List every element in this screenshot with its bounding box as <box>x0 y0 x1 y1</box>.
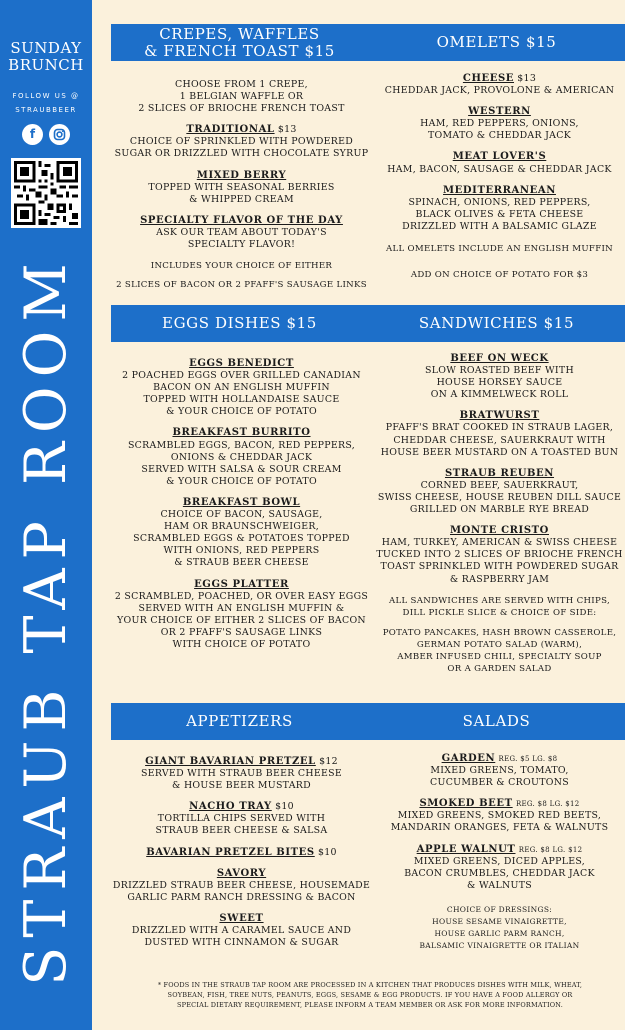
item-desc: SWISS CHEESE, HOUSE REUBEN DILL SAUCE <box>377 491 622 503</box>
item-desc: DUSTED WITH CINNAMON & SUGAR <box>144 937 339 949</box>
note-line: GERMAN POTATO SALAD (WARM), <box>416 639 583 650</box>
eggs-section <box>108 358 375 660</box>
dressing-line: HOUSE GARLIC PARM RANCH, <box>434 928 565 938</box>
sandwiches-note-options <box>374 627 625 675</box>
item-desc: SPINACH, ONIONS, RED PEPPERS, <box>408 196 591 208</box>
note-line: ALL SANDWICHES ARE SERVED WITH CHIPS, <box>389 595 610 606</box>
item-name: STRAUB REUBEN <box>444 467 555 479</box>
item-desc: & RASPBERRY JAM <box>449 573 550 585</box>
item-name: EGGS BENEDICT <box>189 358 294 369</box>
item-desc: GARLIC PARM RANCH DRESSING & BACON <box>127 891 356 903</box>
menu-item-giant-pretzel <box>108 756 375 792</box>
social-icons <box>0 124 92 145</box>
footnote-line: * FOODS IN THE STRAUB TAP ROOM ARE PROCESSED IN A KITCHEN THAT PRODUCES DISHES WITH MILK, WHEAT, <box>157 981 583 989</box>
item-desc: MANDARIN ORANGES, FETA & WALNUTS <box>390 822 609 834</box>
crepes-heading <box>111 26 368 60</box>
item-desc: & YOUR CHOICE OF POTATO <box>166 406 317 418</box>
menu-item-benedict <box>108 358 375 418</box>
appetizers-section <box>108 756 375 958</box>
item-name: CHEESE <box>462 73 515 84</box>
item-desc: OR 2 PFAFF'S SAUSAGE LINKS <box>160 626 323 638</box>
omelets-heading: OMELETS $15 <box>436 33 557 51</box>
menu-item-bowl <box>108 497 375 570</box>
menu-item-apple-walnut <box>374 844 625 892</box>
item-desc: SERVED WITH SALSA & SOUR CREAM <box>141 463 342 475</box>
item-name: SWEET <box>219 912 264 924</box>
item-name: WESTERN <box>468 106 531 118</box>
intro-line: 2 SLICES OF BRIOCHE FRENCH TOAST <box>138 103 345 115</box>
menu-item-garden <box>374 753 625 789</box>
item-desc: SPECIALTY FLAVOR! <box>187 239 296 251</box>
menu-item-burrito <box>108 427 375 487</box>
item-name: NACHO TRAY <box>189 801 272 813</box>
menu-item-pretzel-bites <box>108 847 375 859</box>
item-desc: STRAUB BEER CHEESE & SALSA <box>155 825 328 837</box>
item-desc: CHOICE OF SPRINKLED WITH POWDERED <box>129 136 354 148</box>
item-desc: PFAFF'S BRAT COOKED IN STRAUB LAGER, <box>385 422 614 434</box>
item-desc: CHEDDAR JACK, PROVOLONE & AMERICAN <box>384 85 615 97</box>
item-price: $10 <box>275 801 294 813</box>
item-desc: & WHIPPED CREAM <box>189 193 294 205</box>
item-desc: DRIZZLED STRAUB BEER CHEESE, HOUSEMADE <box>112 879 371 891</box>
item-desc: CHEDDAR CHEESE, SAUERKRAUT WITH <box>393 434 606 446</box>
intro-line: CHOOSE FROM 1 CREPE, <box>175 79 308 90</box>
item-desc: TOAST SPRINKLED WITH POWDERED SUGAR <box>380 561 619 573</box>
item-desc: TUCKED INTO 2 SLICES OF BRIOCHE FRENCH <box>376 549 623 561</box>
menu-item-platter <box>108 579 375 652</box>
item-name: MEAT LOVER'S <box>452 151 547 163</box>
menu-item-bratwurst <box>374 410 625 458</box>
item-desc: DRIZZLED WITH A CARAMEL SAUCE AND <box>131 925 352 937</box>
band-appetizers-salads <box>111 703 625 740</box>
footnote-line: SPECIAL DIETARY REQUIREMENT, PLEASE INFORM A TEAM MEMBER OR ASK FOR MORE INFORMATION. <box>177 1001 563 1009</box>
instagram-icon[interactable] <box>49 124 70 145</box>
item-desc: HOUSE BEER MUSTARD ON A TOASTED BUN <box>380 446 619 458</box>
item-desc: SCRAMBLED EGGS & POTATOES TOPPED <box>133 533 350 545</box>
item-name: GARDEN <box>441 753 496 764</box>
eggs-heading: EGGS DISHES $15 <box>162 314 317 332</box>
crepes-intro <box>108 79 375 115</box>
item-desc: BACON ON AN ENGLISH MUFFIN <box>153 382 330 394</box>
note-line: OR A GARDEN SALAD <box>447 664 552 675</box>
qr-code-graphic <box>14 161 78 225</box>
item-name: EGGS PLATTER <box>194 578 289 590</box>
item-name: SAVORY <box>216 867 267 879</box>
item-name: SMOKED BEET <box>419 798 513 810</box>
crepes-section <box>108 79 375 291</box>
item-desc: TOMATO & CHEDDAR JACK <box>427 130 572 142</box>
social-handle[interactable]: STRAUBBEER <box>15 106 77 114</box>
crepes-heading-line2: & FRENCH TOAST $15 <box>144 41 335 60</box>
follow-label: FOLLOW US @ <box>12 92 80 100</box>
omelets-note-muffin: ALL OMELETS INCLUDE AN ENGLISH MUFFIN <box>386 244 613 255</box>
item-desc: SERVED WITH AN ENGLISH MUFFIN & <box>138 602 345 614</box>
salads-section <box>374 753 625 952</box>
menu-item-specialty <box>108 215 375 251</box>
item-name: BEEF ON WECK <box>450 353 549 364</box>
item-desc: 2 POACHED EGGS OVER GRILLED CANADIAN <box>122 370 361 382</box>
menu-item-weck <box>374 353 625 401</box>
sandwiches-section <box>374 353 625 675</box>
menu-item-sweet <box>108 913 375 949</box>
item-name: SPECIALTY FLAVOR OF THE DAY <box>140 214 343 226</box>
sidebar-title-line2: BRUNCH <box>8 56 84 74</box>
sandwiches-note-sides <box>374 595 625 619</box>
item-desc: CUCUMBER & CROUTONS <box>430 777 569 789</box>
menu-item-reuben <box>374 468 625 516</box>
sandwiches-heading: SANDWICHES $15 <box>418 314 575 332</box>
sidebar <box>0 0 92 1030</box>
item-name: MONTE CRISTO <box>450 525 549 537</box>
vertical-title: STRAUB TAP ROOM <box>13 254 79 986</box>
item-desc: ON A KIMMELWECK ROLL <box>430 389 569 401</box>
item-desc: WITH ONIONS, RED PEPPERS <box>163 545 320 557</box>
band-crepes-omelets <box>111 24 625 61</box>
item-name: APPLE WALNUT <box>416 843 516 855</box>
omelets-note-potato: ADD ON CHOICE OF POTATO FOR $3 <box>410 270 589 281</box>
item-price: $12 <box>319 756 338 767</box>
dressing-line: CHOICE OF DRESSINGS: <box>446 904 553 914</box>
menu-item-western <box>374 106 625 142</box>
dressing-line: HOUSE SESAME VINAIGRETTE, <box>432 916 567 926</box>
item-price: $13 <box>517 73 537 84</box>
item-desc: YOUR CHOICE OF EITHER 2 SLICES OF BACON <box>117 614 366 626</box>
item-desc: HOUSE HORSEY SAUCE <box>436 377 563 389</box>
item-desc: ASK OUR TEAM ABOUT TODAY'S <box>156 226 327 238</box>
item-desc: DRIZZLED WITH A BALSAMIC GLAZE <box>402 220 597 232</box>
menu-item-traditional <box>108 124 375 160</box>
item-desc: BLACK OLIVES & FETA CHEESE <box>415 208 584 220</box>
item-name: BRATWURST <box>459 410 540 422</box>
menu-item-meat-lovers <box>374 151 625 175</box>
dressing-line: BALSAMIC VINAIGRETTE OR ITALIAN <box>419 940 580 950</box>
item-name: BREAKFAST BOWL <box>182 496 301 508</box>
item-name: BAVARIAN PRETZEL BITES <box>146 846 315 858</box>
sidebar-title-line1: SUNDAY <box>10 39 82 57</box>
item-desc: SCRAMBLED EGGS, BACON, RED PEPPERS, <box>127 439 356 451</box>
item-desc: MIXED GREENS, TOMATO, <box>430 765 569 777</box>
item-desc: HAM, TURKEY, AMERICAN & SWISS CHEESE <box>381 537 618 549</box>
item-name: MIXED BERRY <box>196 169 287 181</box>
item-desc: & HOUSE BEER MUSTARD <box>172 780 311 792</box>
menu-item-mediterranean <box>374 185 625 233</box>
omelets-section <box>374 73 625 281</box>
item-sizes: REG. $8 LG. $12 <box>518 845 583 854</box>
item-sizes: REG. $5 LG. $8 <box>498 755 558 763</box>
item-desc: GRILLED ON MARBLE RYE BREAD <box>409 504 590 516</box>
note-line: INCLUDES YOUR CHOICE OF EITHER <box>150 261 333 272</box>
crepes-note <box>108 260 375 291</box>
intro-line: 1 BELGIAN WAFFLE OR <box>179 91 304 103</box>
item-desc: HAM, BACON, SAUSAGE & CHEDDAR JACK <box>387 163 612 175</box>
menu-item-mixed-berry <box>108 170 375 206</box>
item-price: $10 <box>318 846 337 858</box>
item-desc: TOPPED WITH HOLLANDAISE SAUCE <box>143 394 340 406</box>
menu-item-cheese <box>374 73 625 97</box>
instagram-glyph <box>49 124 70 145</box>
item-desc: SUGAR OR DRIZZLED WITH CHOCOLATE SYRUP <box>114 148 369 160</box>
band-eggs-sandwiches <box>111 305 625 342</box>
dressing-options <box>374 904 625 952</box>
item-desc: HAM OR BRAUNSCHWEIGER, <box>164 521 319 533</box>
note-line: 2 SLICES OF BACON OR 2 PFAFF'S SAUSAGE LINKS <box>116 280 367 291</box>
menu-item-monte-cristo <box>374 525 625 585</box>
item-name: MEDITERRANEAN <box>443 184 556 196</box>
menu-main <box>92 0 625 1030</box>
note-line: AMBER INFUSED CHILI, SPECIALTY SOUP <box>397 651 602 662</box>
item-name: BREAKFAST BURRITO <box>172 427 311 439</box>
item-desc: SERVED WITH STRAUB BEER CHEESE <box>140 768 343 780</box>
note-line: DILL PICKLE SLICE & CHOICE OF SIDE: <box>402 607 597 618</box>
item-desc: BACON CRUMBLES, CHEDDAR JACK <box>404 867 595 879</box>
item-desc: TORTILLA CHIPS SERVED WITH <box>157 813 326 825</box>
appetizers-heading: APPETIZERS <box>186 712 293 730</box>
allergy-footnote <box>132 980 608 1010</box>
item-desc: CORNED BEEF, SAUERKRAUT, <box>420 479 579 491</box>
item-name: TRADITIONAL <box>186 124 275 136</box>
menu-item-smoked-beet <box>374 798 625 834</box>
qr-code[interactable] <box>11 158 81 228</box>
item-name: GIANT BAVARIAN PRETZEL <box>145 756 316 767</box>
salads-heading: SALADS <box>462 712 531 730</box>
item-desc: & YOUR CHOICE OF POTATO <box>166 475 317 487</box>
item-desc: MIXED GREENS, SMOKED RED BEETS, <box>397 810 602 822</box>
item-desc: SLOW ROASTED BEEF WITH <box>425 365 574 377</box>
item-sizes: REG. $8 LG. $12 <box>515 800 580 809</box>
item-desc: CHOICE OF BACON, SAUSAGE, <box>160 509 323 521</box>
menu-item-savory <box>108 868 375 904</box>
item-desc: 2 SCRAMBLED, POACHED, OR OVER EASY EGGS <box>114 590 369 602</box>
sidebar-title <box>0 40 92 74</box>
item-desc: WITH CHOICE OF POTATO <box>172 638 311 650</box>
item-price: $13 <box>277 124 297 136</box>
item-desc: & STRAUB BEER CHEESE <box>174 557 309 569</box>
item-desc: ONIONS & CHEDDAR JACK <box>170 451 313 463</box>
item-desc: HAM, RED PEPPERS, ONIONS, <box>420 118 579 130</box>
footnote-line: SOYBEAN, FISH, TREE NUTS, PEANUTS, EGGS, SESAME & EGG PRODUCTS. IF YOU HAVE A FOOD ALLERGY OR <box>167 991 573 999</box>
crepes-heading-line1: CREPES, WAFFLES <box>159 24 320 43</box>
facebook-icon[interactable]: f <box>22 124 43 145</box>
note-line: POTATO PANCAKES, HASH BROWN CASSEROLE, <box>382 627 617 638</box>
menu-item-nacho-tray <box>108 801 375 837</box>
item-desc: TOPPED WITH SEASONAL BERRIES <box>148 181 335 193</box>
item-desc: MIXED GREENS, DICED APPLES, <box>413 855 586 867</box>
item-desc: & WALNUTS <box>467 879 532 891</box>
